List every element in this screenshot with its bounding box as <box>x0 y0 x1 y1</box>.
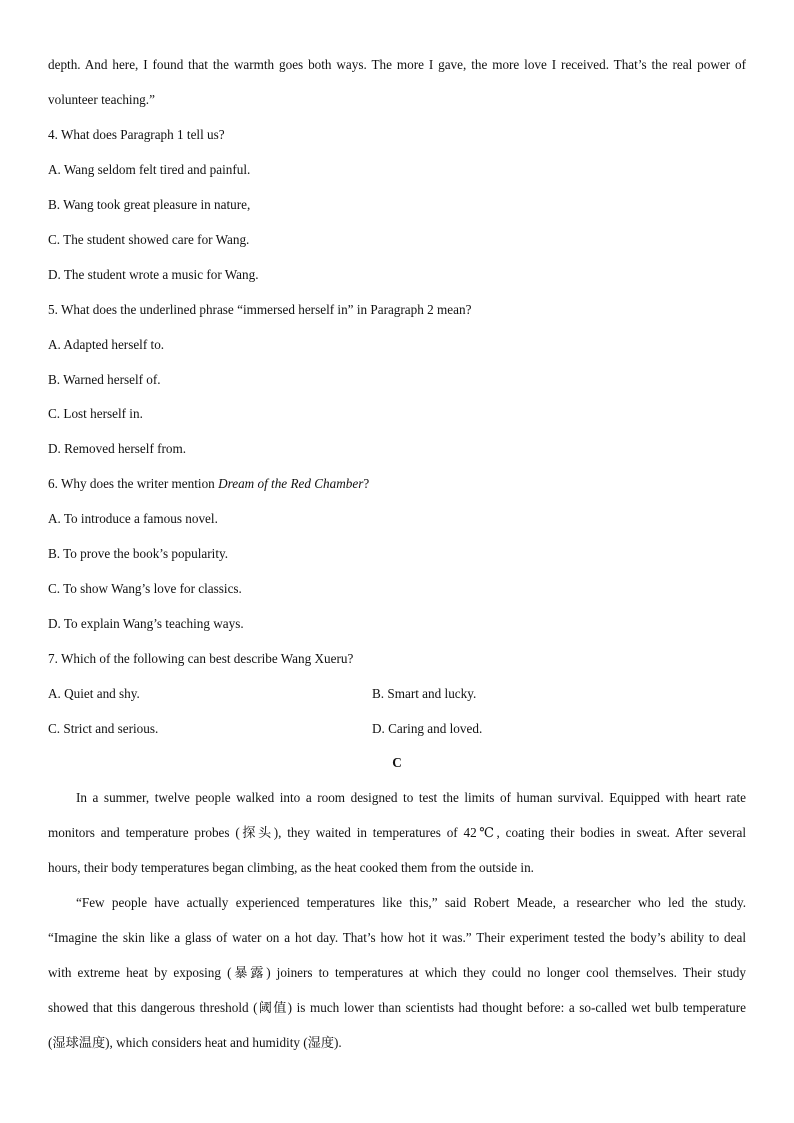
question-stem: 7. Which of the following can best describe Wang Xueru? <box>48 651 354 666</box>
paragraph-line: “Few people have actually experienced temperatures like this,” said Robert Meade, a researcher who led the study. <box>76 895 746 910</box>
question-option: C. Lost herself in. <box>48 406 143 421</box>
paragraph-line: with extreme heat by exposing (暴露) joiners to temperatures at which they could no longer cool themselves. Their study <box>48 965 746 980</box>
paragraph-line: hours, their body temperatures began climbing, as the heat cooked them from the outside in. <box>48 860 534 875</box>
question-option: A. Adapted herself to. <box>48 337 165 352</box>
question-option: B. Warned herself of. <box>48 372 161 387</box>
paragraph-line: “Imagine the skin like a glass of water on a hot day. That’s how hot it was.” Their experiment tested the body’s ability to deal <box>48 930 746 945</box>
question-option: D. To explain Wang’s teaching ways. <box>48 616 244 631</box>
question-stem: 5. What does the underlined phrase “immersed herself in” in Paragraph 2 mean? <box>48 302 472 317</box>
question-option: C. To show Wang’s love for classics. <box>48 581 242 596</box>
question-option: B. To prove the book’s popularity. <box>48 546 229 561</box>
question-option: D. Caring and loved. <box>372 721 483 736</box>
question-option: A. Wang seldom felt tired and painful. <box>48 162 251 177</box>
question-option: B. Smart and lucky. <box>372 686 477 701</box>
question-option: C. Strict and serious. <box>48 721 159 736</box>
question-option: B. Wang took great pleasure in nature, <box>48 197 251 212</box>
paragraph-line: (湿球温度), which considers heat and humidity (湿度). <box>48 1035 342 1050</box>
question-option: A. To introduce a famous novel. <box>48 511 218 526</box>
novel-title: Dream of the Red Chamber <box>218 476 364 491</box>
question-option: A. Quiet and shy. <box>48 686 140 701</box>
passage-line: volunteer teaching.” <box>48 92 155 107</box>
question-stem <box>48 475 369 493</box>
question-stem-suffix: ? <box>363 476 370 491</box>
question-option: C. The student showed care for Wang. <box>48 232 250 247</box>
paragraph-line: monitors and temperature probes (探头), they waited in temperatures of 42℃, coating their bodies in sweat. After several <box>48 825 746 840</box>
question-option: D. Removed herself from. <box>48 441 187 456</box>
question-stem: 4. What does Paragraph 1 tell us? <box>48 127 225 142</box>
passage-line: depth. And here, I found that the warmth goes both ways. The more I gave, the more love I received. That’s the real power of <box>48 57 746 72</box>
question-stem-prefix: 6. Why does the writer mention <box>48 476 219 491</box>
question-option: D. The student wrote a music for Wang. <box>48 267 259 282</box>
paragraph-line: In a summer, twelve people walked into a room designed to test the limits of human survival. Equipped with heart rate <box>76 790 746 805</box>
section-heading: C <box>392 755 402 770</box>
paragraph-line: showed that this dangerous threshold (阈值) is much lower than scientists had thought before: a so-called wet bulb temperature <box>48 1000 746 1015</box>
